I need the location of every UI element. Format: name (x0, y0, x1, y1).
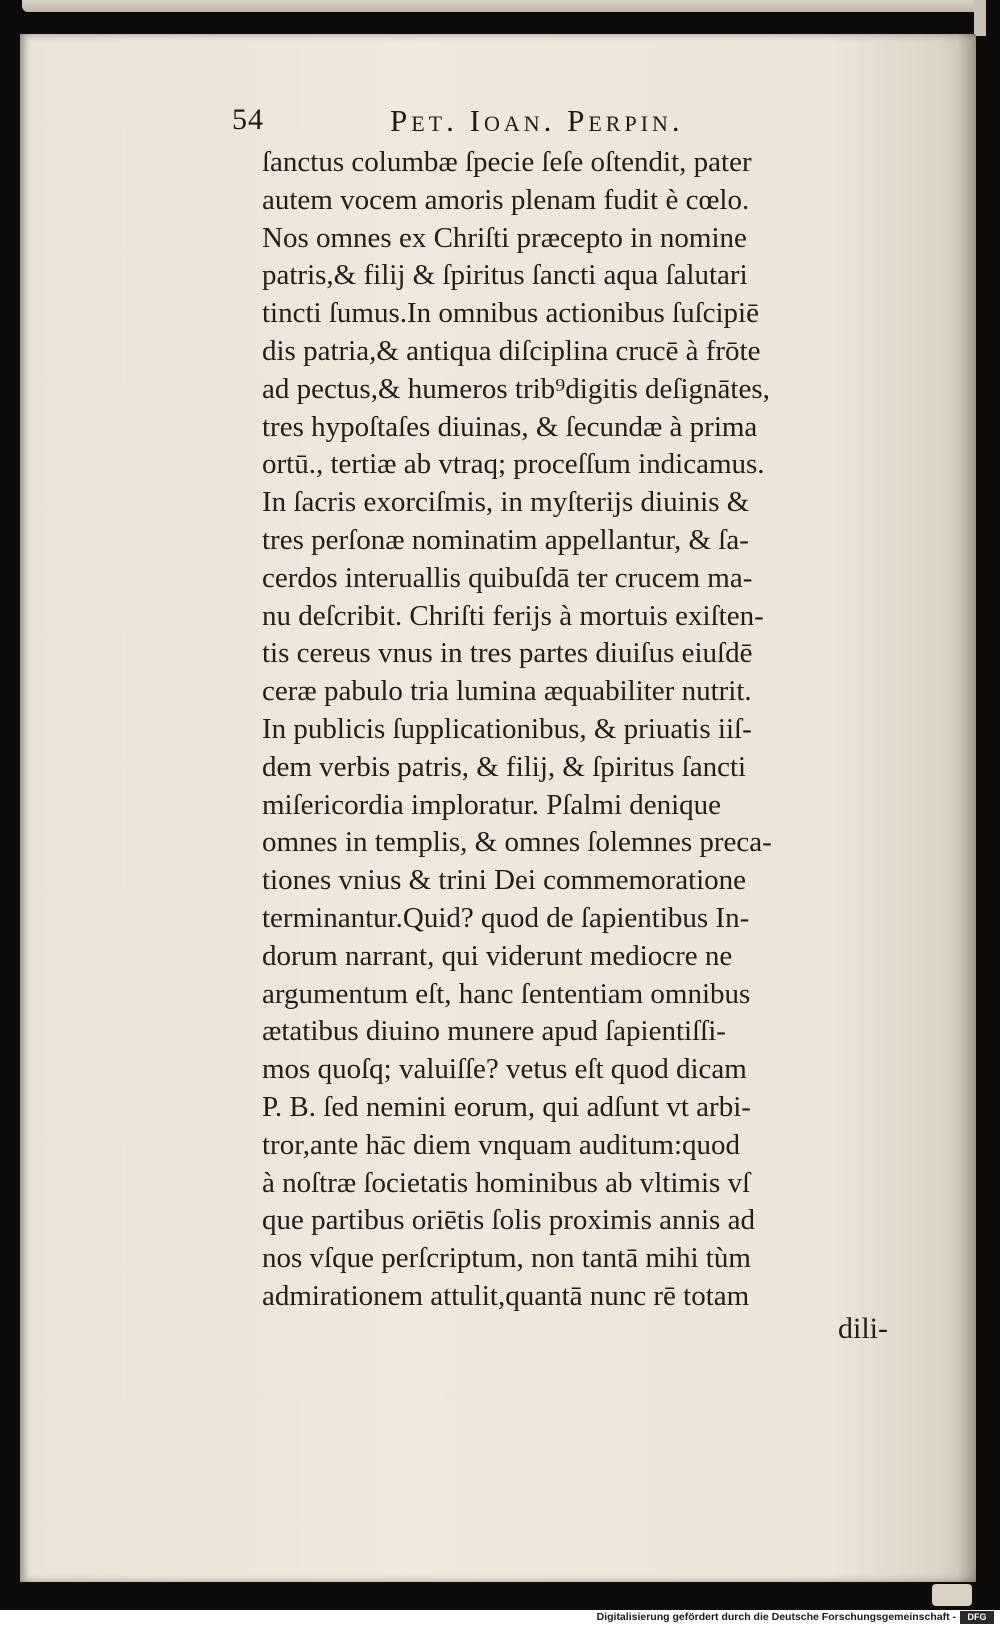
running-head (232, 103, 842, 143)
text-line: ætatibus diuino munere apud ſapientiſſi- (262, 1015, 726, 1048)
text-line: nos vſque perſcriptum, non tantā mihi tùm (262, 1242, 751, 1275)
text-line: tres perſonæ nominatim appellantur, & ſa- (262, 523, 749, 556)
text-line: argumentum eſt, hanc ſententiam omnibus (262, 977, 751, 1010)
text-line: dorum narrant, qui viderunt mediocre ne (262, 939, 733, 972)
text-line: cerdos interuallis quibuſdā ter crucem ma- (262, 561, 753, 594)
catchword: dili- (838, 1312, 888, 1345)
text-line: autem vocem amoris plenam fudit è cœlo. (262, 183, 750, 216)
text-line: In ſacris exorciſmis, in myſterijs diuinis & (262, 486, 750, 519)
text-line: terminantur.Quid? quod de ſapientibus In- (262, 901, 750, 934)
text-line: Nos omnes ex Chriſti præcepto in nomine (262, 221, 747, 254)
text-line: omnes in templis, & omnes ſolemnes preca- (262, 826, 772, 859)
text-line: tincti ſumus.In omnibus actionibus ſuſcipiē (262, 297, 759, 330)
text-line: In publicis ſupplicationibus, & priuatis iiſ- (262, 712, 752, 745)
top-paper-edge (22, 0, 982, 12)
text-line: miſericordia imploratur. Pſalmi denique (262, 788, 722, 821)
body-text (262, 144, 922, 1316)
page-number: 54 (232, 103, 264, 136)
text-line: ortū., tertiæ ab vtraq; proceſſum indicamus. (262, 448, 765, 481)
text-line: mos quoſq; valuiſſe? vetus eſt quod dicam (262, 1053, 747, 1086)
dfg-logo: DFG (960, 1611, 994, 1624)
text-line: dis patria,& antiqua diſciplina crucē à frōte (262, 334, 761, 367)
text-line: admirationem attulit,quantā nunc rē totam (262, 1279, 750, 1312)
text-line: patris,& filij & ſpiritus ſancti aqua ſalutari (262, 259, 748, 292)
text-line: ceræ pabulo tria lumina æquabiliter nutrit. (262, 675, 752, 708)
text-line: nu deſcribit. Chriſti ferijs à mortuis exiſten- (262, 599, 764, 632)
running-title: Pet. Ioan. Perpin. (390, 103, 684, 138)
text-line: P. B. ſed nemini eorum, qui adſunt vt arbi- (262, 1090, 751, 1123)
bottom-page-corner (932, 1584, 972, 1606)
text-line: tiones vnius & trini Dei commemoratione (262, 864, 747, 897)
text-line: ſanctus columbæ ſpecie ſeſe oſtendit, pater (262, 146, 752, 178)
text-line: tror,ante hāc diem vnquam auditum:quod (262, 1128, 741, 1161)
text-line: à noſtræ ſocietatis hominibus ab vltimis vſ (262, 1166, 751, 1199)
right-paper-edge (974, 0, 986, 36)
text-line: tis cereus vnus in tres partes diuiſus eiuſdē (262, 637, 753, 670)
text-line: tres hypoſtaſes diuinas, & ſecundæ à prima (262, 410, 758, 443)
digitization-credit: Digitalisierung gefördert durch die Deutsche Forschungsgemeinschaft - (596, 1611, 956, 1623)
text-line: dem verbis patris, & filij, & ſpiritus ſancti (262, 750, 747, 783)
page-gutter-shadow (958, 34, 976, 1582)
text-line: que partibus oriētis ſolis proximis annis ad (262, 1204, 755, 1237)
text-line: ad pectus,& humeros trib⁹digitis deſignātes, (262, 372, 770, 405)
